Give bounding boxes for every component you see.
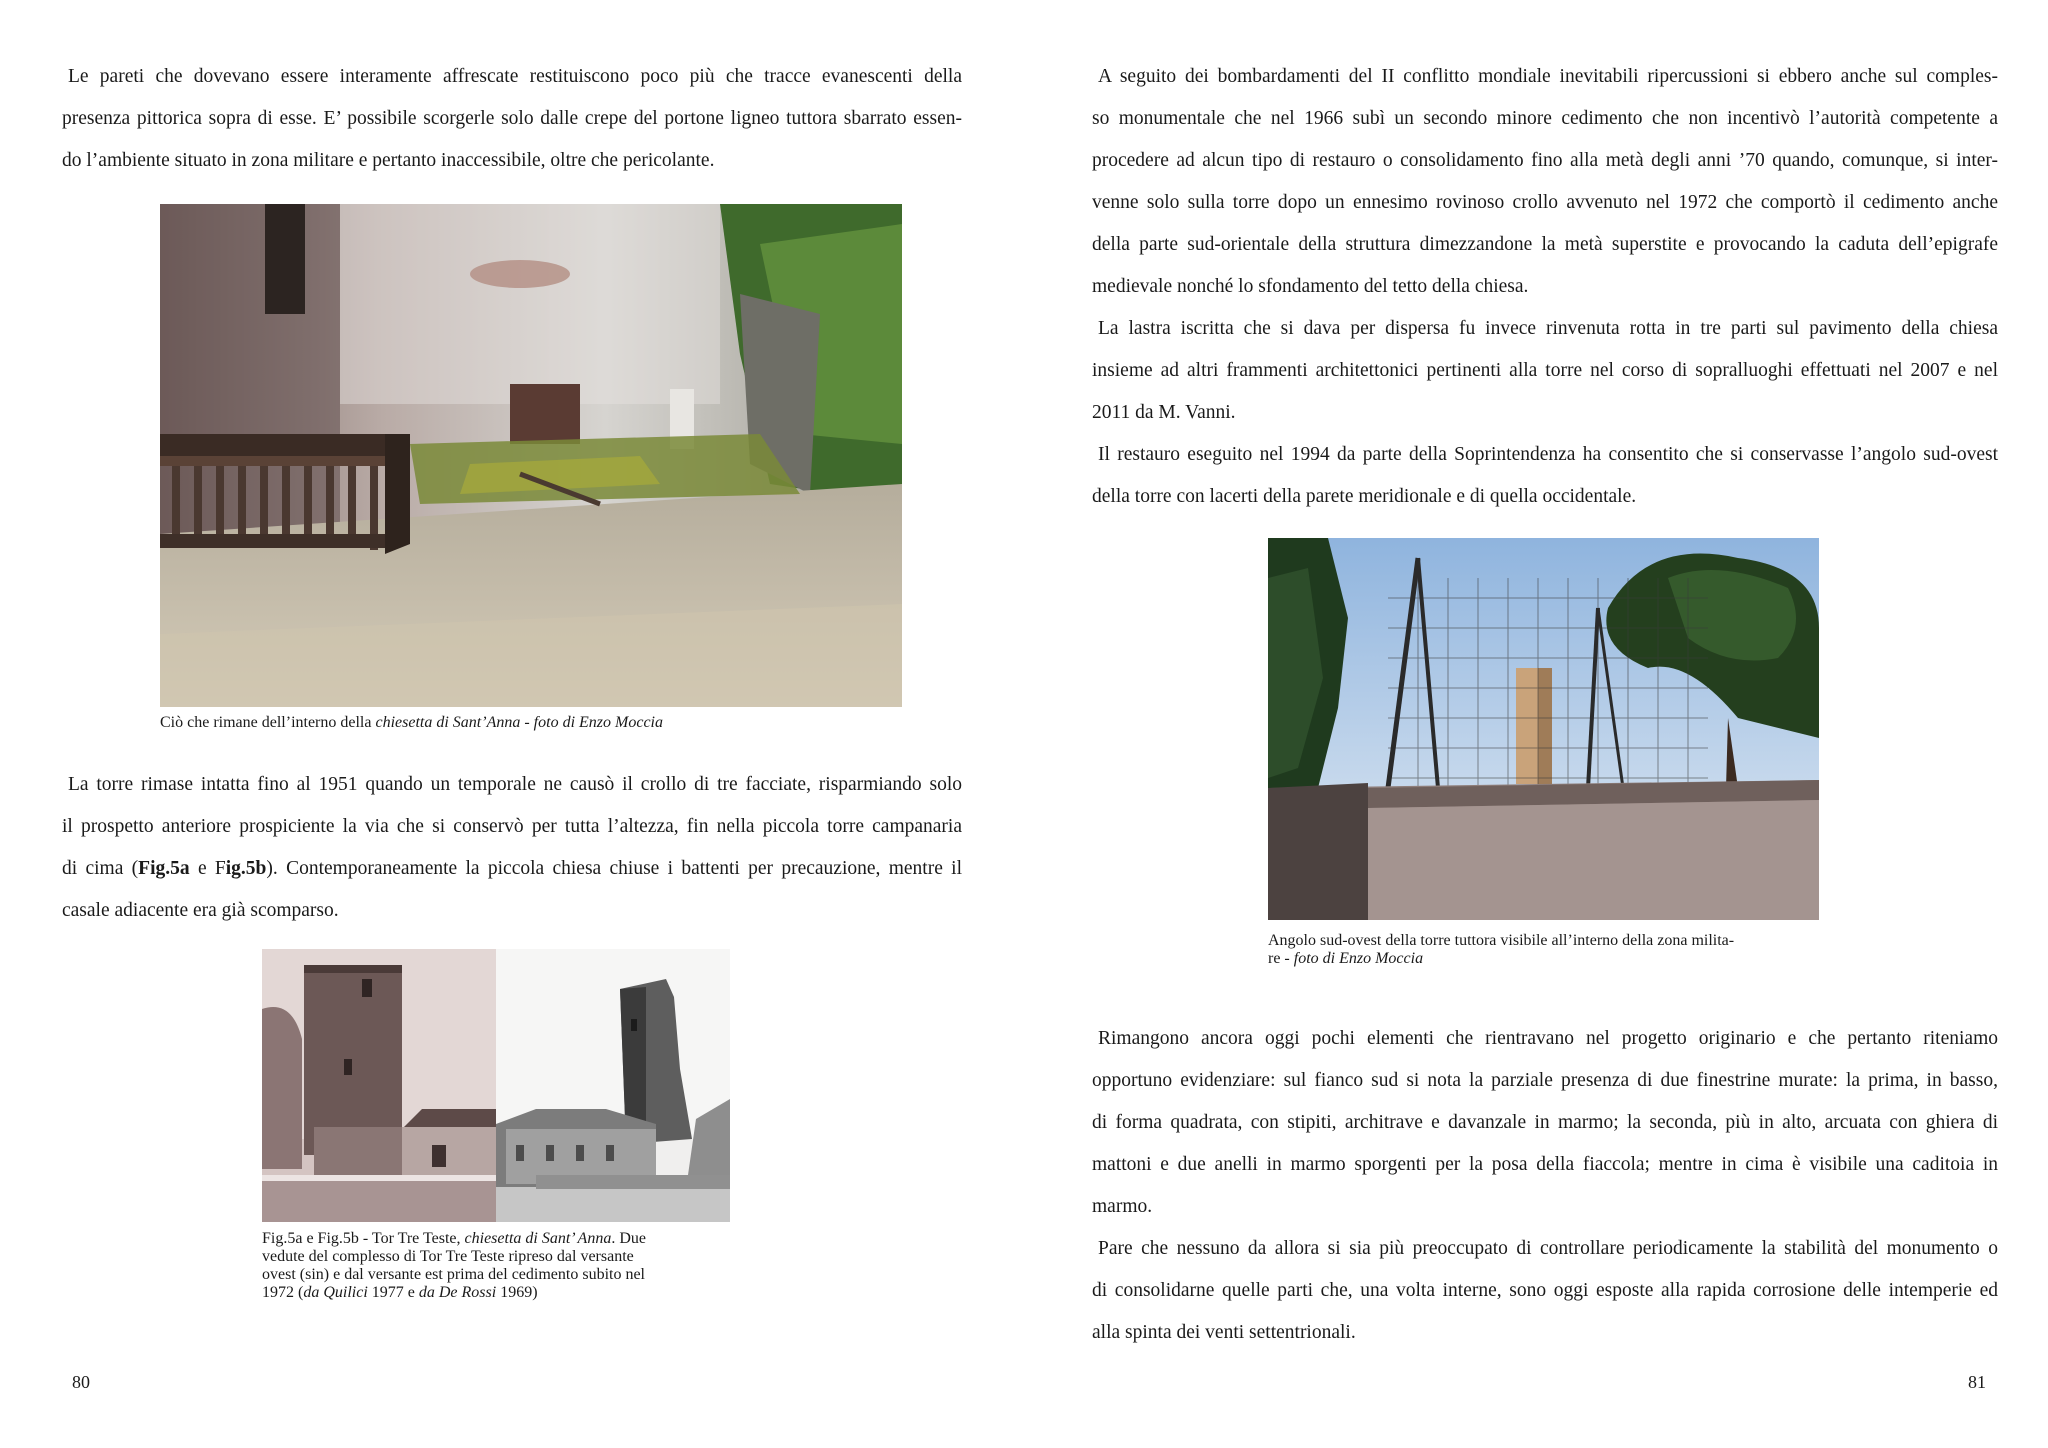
caption-text: vedute del complesso di Tor Tre Teste ripreso dal versante xyxy=(262,1248,634,1265)
text-line: so monumentale che nel 1966 subì un secondo minore cedimento che non incentivò l’autorità competente a xyxy=(1092,108,1998,129)
text-line: procedere ad alcun tipo di restauro o consolidamento fino alla metà degli anni ’70 quando, comunque, si inter- xyxy=(1092,150,1998,171)
caption-text: 1972 ( xyxy=(262,1284,304,1301)
text-line: opportuno evidenziare: sul fianco sud si nota la parziale presenza di due finestrine murate: la prima, in basso, xyxy=(1092,1070,1998,1091)
text-line: di consolidarne quelle parti che, una volta interne, sono oggi esposte alla rapida corrosione delle intemperie ed xyxy=(1092,1280,1998,1301)
text-line: Il restauro eseguito nel 1994 da parte della Soprintendenza ha consentito che si conservasse l’angolo sud-ovest xyxy=(1098,444,1998,465)
church-interior-photo xyxy=(160,204,902,707)
caption-text: re - xyxy=(1268,950,1294,967)
fig5b-photo xyxy=(496,949,730,1222)
text-line: marmo. xyxy=(1092,1196,1153,1217)
caption-text: Ciò che rimane dell’interno della xyxy=(160,714,376,731)
church-interior-image xyxy=(160,204,902,707)
right-paragraph-5 xyxy=(1092,1228,1998,1354)
text-line: Rimangono ancora oggi pochi elementi che rientravano nel progetto originario e che pertanto riteniamo xyxy=(1098,1028,1998,1049)
text-fragment: e F xyxy=(189,858,226,879)
page-number-left: 80 xyxy=(72,1372,90,1392)
caption-text: ovest (sin) e dal versante est prima del cedimento subito nel xyxy=(262,1266,645,1283)
church-interior-caption xyxy=(160,714,902,732)
text-line: alla spinta dei venti settentrionali. xyxy=(1092,1322,1356,1343)
tower-west-view-image xyxy=(262,949,496,1222)
text-fragment: ). Contemporaneamente la piccola chiesa chiuse i battenti per precauzione, mentre il xyxy=(266,858,963,879)
figure-reference-5b: ig.5b xyxy=(225,858,267,879)
text-line: presenza pittorica sopra di esse. E’ possibile scorgerle solo dalle crepe del portone ligneo tuttora sbarrato essen- xyxy=(62,108,962,129)
left-paragraph-1 xyxy=(62,56,962,182)
text-line: il prospetto anteriore prospiciente la via che si conservò per tutta l’altezza, fin nella piccola torre campanaria xyxy=(62,816,962,837)
text-line: 2011 da M. Vanni. xyxy=(1092,402,1236,423)
page-number-right: 81 xyxy=(1968,1372,1986,1392)
text-line: Le pareti che dovevano essere interamente affrescate restituiscono poco più che tracce evanescenti della xyxy=(68,66,962,87)
text-line: insieme ad altri frammenti architettonici pertinenti alla torre nel corso di sopralluoghi effettuati nel 2007 e nel xyxy=(1092,360,1998,381)
text-line: della parte sud-orientale della struttura dimezzandone la metà superstite e provocando la caduta dell’epigrafe xyxy=(1092,234,1998,255)
caption-italic-text: da De Rossi xyxy=(418,1284,497,1301)
caption-italic-text: chiesetta di Sant’ Anna xyxy=(464,1230,612,1247)
text-fragment: di cima ( xyxy=(62,858,139,879)
right-paragraph-2 xyxy=(1092,308,1998,434)
text-line: medievale nonché lo sfondamento del tetto della chiesa. xyxy=(1092,276,1529,297)
caption-text: Fig.5a e Fig.5b - Tor Tre Teste, xyxy=(262,1230,465,1247)
text-line: mattoni e due anelli in marmo sporgenti per la posa della fiaccola; mentre in cima è visibile una caditoia in xyxy=(1092,1154,1998,1175)
text-line: La lastra iscritta che si dava per dispersa fu invece rinvenuta rotta in tre parti sul pavimento della chiesa xyxy=(1098,318,1998,339)
text-line: casale adiacente era già scomparso. xyxy=(62,900,339,921)
right-paragraph-4 xyxy=(1092,1018,1998,1228)
caption-text: . Due xyxy=(611,1230,646,1247)
caption-text: 1969) xyxy=(496,1284,538,1301)
tower-southwest-photo xyxy=(1268,538,1819,920)
fig5-caption xyxy=(262,1230,742,1302)
right-page xyxy=(1024,0,2048,1448)
caption-text: Angolo sud-ovest della torre tuttora visibile all’interno della zona milita- xyxy=(1268,932,1735,949)
text-line xyxy=(62,848,962,890)
left-paragraph-2 xyxy=(62,764,962,932)
right-paragraph-3 xyxy=(1092,434,1998,518)
caption-text: 1977 e xyxy=(367,1284,419,1301)
text-line: Pare che nessuno da allora si sia più preoccupato di controllare periodicamente la stabilità del monumento o xyxy=(1098,1238,1998,1259)
caption-italic-text: chiesetta di Sant’Anna - foto di Enzo Moccia xyxy=(375,714,663,731)
text-line: A seguito dei bombardamenti del II conflitto mondiale inevitabili ripercussioni si ebbero anche sul comples- xyxy=(1098,66,1998,87)
right-paragraph-1 xyxy=(1092,56,1998,308)
caption-italic-text: foto di Enzo Moccia xyxy=(1293,950,1424,967)
tower-southwest-image xyxy=(1268,538,1819,920)
tower-east-view-image xyxy=(496,949,730,1222)
tower-southwest-caption xyxy=(1268,932,1819,968)
text-line: do l’ambiente situato in zona militare e pertanto inaccessibile, oltre che pericolante. xyxy=(62,150,715,171)
fig5a-photo xyxy=(262,949,496,1222)
text-line: della torre con lacerti della parete meridionale e di quella occidentale. xyxy=(1092,486,1637,507)
text-line: La torre rimase intatta fino al 1951 quando un temporale ne causò il crollo di tre facciate, risparmiando solo xyxy=(68,774,962,795)
text-line: venne solo sulla torre dopo un ennesimo rovinoso crollo avvenuto nel 1972 che comportò il cedimento anche xyxy=(1092,192,1998,213)
figure-reference-5a: Fig.5a xyxy=(138,858,190,879)
caption-italic-text: da Quilici xyxy=(303,1284,368,1301)
text-line: di forma quadrata, con stipiti, architrave e davanzale in marmo; la seconda, più in alto, arcuata con ghiera di xyxy=(1092,1112,1998,1133)
